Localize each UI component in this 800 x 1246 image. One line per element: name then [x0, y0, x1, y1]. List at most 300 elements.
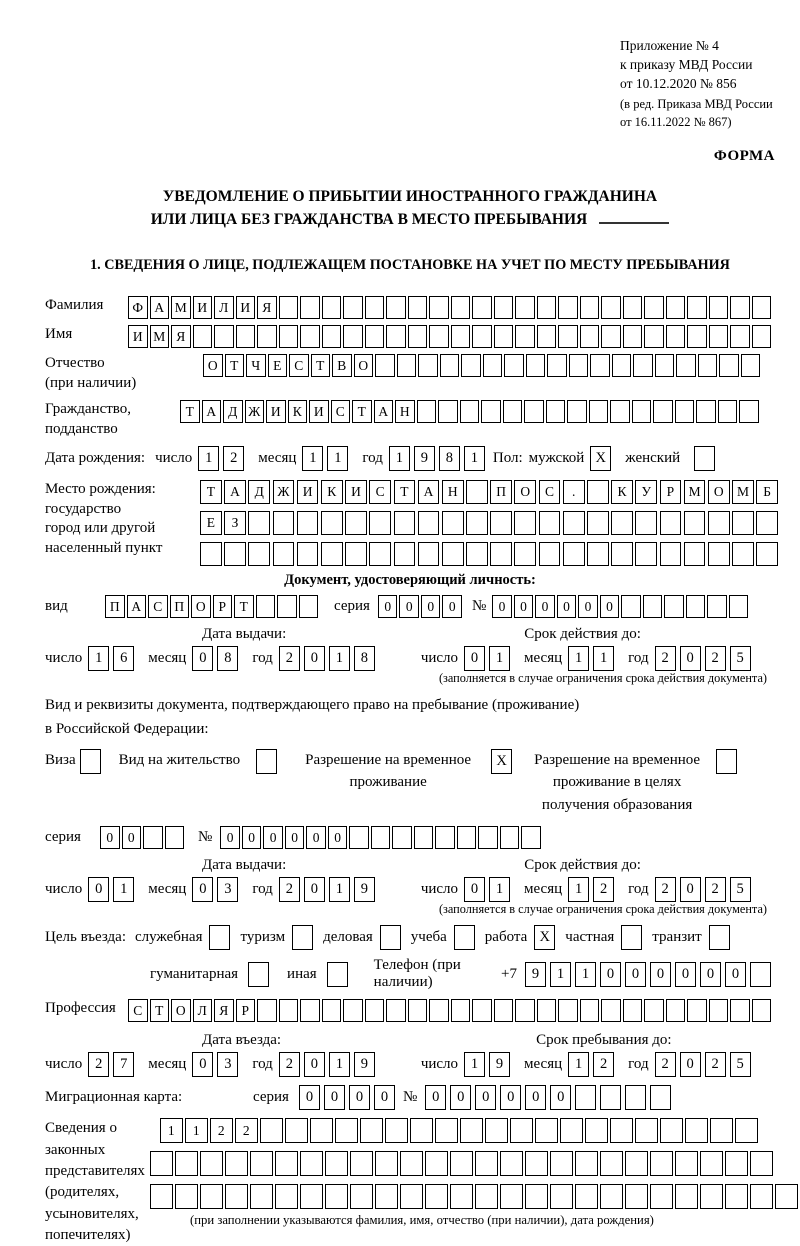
char-cell[interactable] — [394, 511, 416, 535]
char-cell[interactable] — [397, 354, 417, 377]
char-cell[interactable] — [472, 999, 492, 1022]
char-cell[interactable]: 0 — [680, 1052, 701, 1077]
char-cell[interactable] — [567, 400, 587, 423]
doc-series-cells[interactable] — [378, 595, 464, 618]
char-cell[interactable]: О — [203, 354, 223, 377]
char-cell[interactable] — [675, 400, 695, 423]
char-cell[interactable] — [635, 542, 657, 566]
char-cell[interactable] — [275, 1184, 298, 1209]
char-cell[interactable] — [200, 542, 222, 566]
char-cell[interactable]: 0 — [525, 1085, 546, 1110]
char-cell[interactable] — [248, 511, 270, 535]
char-cell[interactable] — [483, 354, 503, 377]
char-cell[interactable] — [666, 296, 686, 319]
char-cell[interactable]: М — [732, 480, 754, 504]
char-cell[interactable]: О — [514, 480, 536, 504]
char-cell[interactable] — [408, 325, 428, 348]
char-cell[interactable] — [193, 325, 213, 348]
char-cell[interactable]: 3 — [217, 877, 238, 902]
char-cell[interactable]: 2 — [88, 1052, 109, 1077]
char-cell[interactable] — [708, 511, 730, 535]
char-cell[interactable] — [775, 1184, 798, 1209]
char-cell[interactable] — [322, 325, 342, 348]
phone-cells[interactable] — [525, 962, 775, 987]
char-cell[interactable] — [279, 999, 299, 1022]
char-cell[interactable]: 0 — [306, 826, 326, 849]
char-cell[interactable] — [732, 511, 754, 535]
char-cell[interactable]: 0 — [242, 826, 262, 849]
char-cell[interactable]: 0 — [192, 877, 213, 902]
char-cell[interactable]: 5 — [730, 646, 751, 671]
char-cell[interactable]: 1 — [327, 446, 348, 471]
char-cell[interactable] — [750, 962, 771, 987]
char-cell[interactable]: У — [635, 480, 657, 504]
char-cell[interactable]: Т — [225, 354, 245, 377]
char-cell[interactable]: С — [331, 400, 351, 423]
char-cell[interactable] — [709, 325, 729, 348]
purpose-official-checkbox[interactable] — [209, 925, 230, 950]
char-cell[interactable] — [696, 400, 716, 423]
char-cell[interactable] — [623, 999, 643, 1022]
char-cell[interactable] — [623, 325, 643, 348]
char-cell[interactable]: 0 — [675, 962, 696, 987]
char-cell[interactable] — [299, 595, 319, 618]
char-cell[interactable] — [460, 400, 480, 423]
char-cell[interactable] — [510, 1118, 533, 1143]
char-cell[interactable]: 0 — [550, 1085, 571, 1110]
char-cell[interactable]: 0 — [399, 595, 419, 618]
char-cell[interactable] — [625, 1085, 646, 1110]
doc-issue-month-cells[interactable] — [192, 646, 242, 671]
char-cell[interactable] — [345, 542, 367, 566]
char-cell[interactable] — [612, 354, 632, 377]
char-cell[interactable] — [365, 325, 385, 348]
char-cell[interactable]: С — [128, 999, 148, 1022]
char-cell[interactable]: Б — [756, 480, 778, 504]
char-cell[interactable] — [438, 400, 458, 423]
char-cell[interactable]: 0 — [421, 595, 441, 618]
char-cell[interactable]: 0 — [492, 595, 512, 618]
char-cell[interactable]: 0 — [725, 962, 746, 987]
char-cell[interactable] — [601, 325, 621, 348]
purpose-business-checkbox[interactable] — [380, 925, 401, 950]
char-cell[interactable] — [600, 1151, 623, 1176]
char-cell[interactable]: П — [170, 595, 190, 618]
char-cell[interactable] — [503, 400, 523, 423]
mc-series-cells[interactable] — [299, 1085, 399, 1110]
char-cell[interactable]: 0 — [304, 877, 325, 902]
char-cell[interactable]: 1 — [329, 877, 350, 902]
char-cell[interactable]: Д — [248, 480, 270, 504]
char-cell[interactable] — [250, 1184, 273, 1209]
char-cell[interactable] — [709, 999, 729, 1022]
char-cell[interactable] — [644, 325, 664, 348]
char-cell[interactable] — [475, 1184, 498, 1209]
permit-valid-month-cells[interactable] — [568, 877, 618, 902]
char-cell[interactable] — [537, 296, 557, 319]
residence-permit-checkbox[interactable] — [256, 749, 277, 774]
mc-number-cells[interactable] — [425, 1085, 675, 1110]
char-cell[interactable] — [260, 1118, 283, 1143]
char-cell[interactable] — [425, 1184, 448, 1209]
representatives-cells-row2[interactable] — [150, 1151, 800, 1176]
char-cell[interactable] — [666, 325, 686, 348]
char-cell[interactable]: Ж — [245, 400, 265, 423]
char-cell[interactable] — [500, 1184, 523, 1209]
char-cell[interactable] — [451, 325, 471, 348]
char-cell[interactable] — [558, 325, 578, 348]
char-cell[interactable]: И — [309, 400, 329, 423]
char-cell[interactable] — [587, 511, 609, 535]
char-cell[interactable] — [732, 542, 754, 566]
char-cell[interactable]: 0 — [464, 646, 485, 671]
char-cell[interactable]: Я — [214, 999, 234, 1022]
char-cell[interactable] — [386, 999, 406, 1022]
char-cell[interactable] — [610, 1118, 633, 1143]
char-cell[interactable] — [560, 1118, 583, 1143]
char-cell[interactable] — [750, 1184, 773, 1209]
char-cell[interactable] — [600, 1085, 621, 1110]
char-cell[interactable]: 2 — [235, 1118, 258, 1143]
char-cell[interactable] — [200, 1184, 223, 1209]
char-cell[interactable] — [466, 480, 488, 504]
char-cell[interactable] — [664, 595, 684, 618]
char-cell[interactable]: 0 — [514, 595, 534, 618]
char-cell[interactable]: 0 — [349, 1085, 370, 1110]
doc-valid-day-cells[interactable] — [464, 646, 514, 671]
char-cell[interactable]: 2 — [279, 877, 300, 902]
char-cell[interactable] — [525, 1184, 548, 1209]
char-cell[interactable] — [730, 296, 750, 319]
char-cell[interactable]: Ч — [246, 354, 266, 377]
char-cell[interactable] — [350, 1151, 373, 1176]
char-cell[interactable]: Т — [311, 354, 331, 377]
char-cell[interactable] — [623, 296, 643, 319]
char-cell[interactable]: 1 — [113, 877, 134, 902]
char-cell[interactable]: 2 — [705, 1052, 726, 1077]
char-cell[interactable] — [504, 354, 524, 377]
char-cell[interactable] — [472, 325, 492, 348]
char-cell[interactable]: 9 — [414, 446, 435, 471]
char-cell[interactable] — [643, 595, 663, 618]
permit-valid-year-cells[interactable] — [655, 877, 755, 902]
char-cell[interactable]: Н — [442, 480, 464, 504]
char-cell[interactable] — [684, 511, 706, 535]
char-cell[interactable]: К — [321, 480, 343, 504]
profession-cells[interactable] — [128, 999, 773, 1022]
char-cell[interactable] — [300, 1184, 323, 1209]
char-cell[interactable]: Р — [660, 480, 682, 504]
char-cell[interactable] — [611, 511, 633, 535]
edu-permit-checkbox[interactable] — [716, 749, 737, 774]
char-cell[interactable]: Я — [171, 325, 191, 348]
char-cell[interactable]: 1 — [198, 446, 219, 471]
char-cell[interactable]: 5 — [730, 877, 751, 902]
char-cell[interactable] — [500, 826, 520, 849]
char-cell[interactable] — [435, 1118, 458, 1143]
char-cell[interactable]: 1 — [389, 446, 410, 471]
char-cell[interactable] — [569, 354, 589, 377]
char-cell[interactable]: 1 — [489, 646, 510, 671]
char-cell[interactable] — [375, 1151, 398, 1176]
char-cell[interactable] — [236, 325, 256, 348]
char-cell[interactable] — [343, 325, 363, 348]
char-cell[interactable]: 1 — [160, 1118, 183, 1143]
char-cell[interactable] — [450, 1184, 473, 1209]
char-cell[interactable] — [165, 826, 185, 849]
char-cell[interactable]: 3 — [217, 1052, 238, 1077]
char-cell[interactable] — [375, 354, 395, 377]
char-cell[interactable] — [321, 542, 343, 566]
char-cell[interactable] — [550, 1184, 573, 1209]
citizenship-cells[interactable] — [180, 400, 761, 423]
doc-valid-month-cells[interactable] — [568, 646, 618, 671]
char-cell[interactable]: Д — [223, 400, 243, 423]
char-cell[interactable]: В — [332, 354, 352, 377]
char-cell[interactable] — [297, 511, 319, 535]
char-cell[interactable]: Ф — [128, 296, 148, 319]
birth-month-cells[interactable] — [302, 446, 352, 471]
char-cell[interactable] — [601, 296, 621, 319]
char-cell[interactable]: 0 — [578, 595, 598, 618]
char-cell[interactable]: Е — [268, 354, 288, 377]
char-cell[interactable] — [414, 826, 434, 849]
char-cell[interactable]: П — [490, 480, 512, 504]
char-cell[interactable] — [547, 354, 567, 377]
doc-number-cells[interactable] — [492, 595, 750, 618]
char-cell[interactable] — [175, 1184, 198, 1209]
char-cell[interactable]: 2 — [223, 446, 244, 471]
char-cell[interactable] — [490, 542, 512, 566]
permit-series-cells[interactable] — [100, 826, 186, 849]
char-cell[interactable]: 0 — [425, 1085, 446, 1110]
char-cell[interactable] — [515, 999, 535, 1022]
char-cell[interactable] — [687, 296, 707, 319]
char-cell[interactable]: 0 — [192, 1052, 213, 1077]
char-cell[interactable] — [322, 999, 342, 1022]
char-cell[interactable] — [386, 296, 406, 319]
char-cell[interactable]: П — [105, 595, 125, 618]
char-cell[interactable] — [248, 542, 270, 566]
char-cell[interactable] — [653, 400, 673, 423]
birth-day-cells[interactable] — [198, 446, 248, 471]
char-cell[interactable] — [687, 325, 707, 348]
char-cell[interactable]: 1 — [568, 877, 589, 902]
char-cell[interactable] — [686, 595, 706, 618]
char-cell[interactable]: 2 — [705, 646, 726, 671]
char-cell[interactable] — [394, 542, 416, 566]
char-cell[interactable]: 1 — [568, 1052, 589, 1077]
char-cell[interactable]: А — [374, 400, 394, 423]
char-cell[interactable] — [580, 296, 600, 319]
char-cell[interactable] — [730, 999, 750, 1022]
char-cell[interactable] — [451, 296, 471, 319]
doc-valid-year-cells[interactable] — [655, 646, 755, 671]
char-cell[interactable]: 9 — [489, 1052, 510, 1077]
char-cell[interactable]: 8 — [439, 446, 460, 471]
char-cell[interactable] — [580, 999, 600, 1022]
char-cell[interactable] — [440, 354, 460, 377]
char-cell[interactable]: Н — [395, 400, 415, 423]
char-cell[interactable]: О — [354, 354, 374, 377]
char-cell[interactable]: 6 — [113, 646, 134, 671]
char-cell[interactable]: 0 — [378, 595, 398, 618]
char-cell[interactable]: Р — [236, 999, 256, 1022]
char-cell[interactable]: С — [148, 595, 168, 618]
char-cell[interactable] — [539, 511, 561, 535]
char-cell[interactable] — [700, 1184, 723, 1209]
char-cell[interactable]: 0 — [625, 962, 646, 987]
char-cell[interactable] — [575, 1151, 598, 1176]
char-cell[interactable] — [750, 1151, 773, 1176]
char-cell[interactable]: 0 — [263, 826, 283, 849]
char-cell[interactable]: 7 — [113, 1052, 134, 1077]
char-cell[interactable]: К — [611, 480, 633, 504]
char-cell[interactable] — [526, 354, 546, 377]
char-cell[interactable]: А — [127, 595, 147, 618]
char-cell[interactable] — [655, 354, 675, 377]
char-cell[interactable] — [418, 542, 440, 566]
char-cell[interactable] — [442, 542, 464, 566]
visa-checkbox[interactable] — [80, 749, 101, 774]
char-cell[interactable] — [143, 826, 163, 849]
char-cell[interactable]: М — [684, 480, 706, 504]
char-cell[interactable]: 0 — [680, 646, 701, 671]
char-cell[interactable] — [466, 542, 488, 566]
char-cell[interactable] — [494, 325, 514, 348]
char-cell[interactable]: М — [150, 325, 170, 348]
char-cell[interactable] — [635, 511, 657, 535]
stay-year-cells[interactable] — [655, 1052, 755, 1077]
stay-day-cells[interactable] — [464, 1052, 514, 1077]
char-cell[interactable] — [675, 1184, 698, 1209]
char-cell[interactable] — [475, 1151, 498, 1176]
char-cell[interactable] — [610, 400, 630, 423]
char-cell[interactable] — [279, 296, 299, 319]
char-cell[interactable] — [650, 1151, 673, 1176]
char-cell[interactable]: М — [171, 296, 191, 319]
char-cell[interactable] — [322, 296, 342, 319]
doc-issue-year-cells[interactable] — [279, 646, 379, 671]
char-cell[interactable] — [587, 480, 609, 504]
char-cell[interactable]: 0 — [374, 1085, 395, 1110]
char-cell[interactable] — [709, 296, 729, 319]
char-cell[interactable] — [514, 511, 536, 535]
permit-issue-day-cells[interactable] — [88, 877, 138, 902]
char-cell[interactable] — [725, 1151, 748, 1176]
char-cell[interactable]: 1 — [489, 877, 510, 902]
birth-year-cells[interactable] — [389, 446, 489, 471]
char-cell[interactable]: О — [171, 999, 191, 1022]
char-cell[interactable]: 8 — [354, 646, 375, 671]
char-cell[interactable]: 1 — [329, 1052, 350, 1077]
char-cell[interactable] — [725, 1184, 748, 1209]
char-cell[interactable]: Т — [200, 480, 222, 504]
char-cell[interactable] — [343, 999, 363, 1022]
char-cell[interactable] — [425, 1151, 448, 1176]
char-cell[interactable] — [466, 511, 488, 535]
birthplace-cells-row2[interactable] — [200, 511, 781, 535]
char-cell[interactable]: З — [224, 511, 246, 535]
char-cell[interactable]: Р — [213, 595, 233, 618]
char-cell[interactable]: 0 — [299, 1085, 320, 1110]
char-cell[interactable]: 0 — [680, 877, 701, 902]
char-cell[interactable] — [575, 1184, 598, 1209]
char-cell[interactable] — [676, 354, 696, 377]
char-cell[interactable] — [325, 1184, 348, 1209]
char-cell[interactable] — [644, 999, 664, 1022]
char-cell[interactable] — [150, 1184, 173, 1209]
char-cell[interactable] — [514, 542, 536, 566]
char-cell[interactable] — [224, 542, 246, 566]
purpose-other-checkbox[interactable] — [327, 962, 348, 987]
char-cell[interactable] — [590, 354, 610, 377]
char-cell[interactable] — [450, 1151, 473, 1176]
char-cell[interactable] — [558, 999, 578, 1022]
sex-female-checkbox[interactable] — [694, 446, 715, 471]
purpose-humanitarian-checkbox[interactable] — [248, 962, 269, 987]
char-cell[interactable]: К — [288, 400, 308, 423]
char-cell[interactable]: 1 — [88, 646, 109, 671]
char-cell[interactable] — [494, 999, 514, 1022]
char-cell[interactable]: 0 — [557, 595, 577, 618]
purpose-private-checkbox[interactable] — [621, 925, 642, 950]
char-cell[interactable]: И — [266, 400, 286, 423]
char-cell[interactable]: 1 — [185, 1118, 208, 1143]
char-cell[interactable] — [756, 511, 778, 535]
char-cell[interactable] — [225, 1151, 248, 1176]
char-cell[interactable] — [660, 511, 682, 535]
char-cell[interactable] — [546, 400, 566, 423]
char-cell[interactable] — [730, 325, 750, 348]
char-cell[interactable]: О — [191, 595, 211, 618]
char-cell[interactable]: Ж — [273, 480, 295, 504]
char-cell[interactable] — [250, 1151, 273, 1176]
char-cell[interactable]: И — [193, 296, 213, 319]
char-cell[interactable]: 1 — [550, 962, 571, 987]
char-cell[interactable] — [563, 542, 585, 566]
char-cell[interactable] — [175, 1151, 198, 1176]
char-cell[interactable] — [525, 1151, 548, 1176]
char-cell[interactable] — [385, 1118, 408, 1143]
char-cell[interactable] — [310, 1118, 333, 1143]
char-cell[interactable] — [650, 1184, 673, 1209]
char-cell[interactable]: И — [236, 296, 256, 319]
char-cell[interactable] — [621, 595, 641, 618]
patronymic-cells[interactable] — [203, 354, 762, 377]
char-cell[interactable]: Т — [394, 480, 416, 504]
char-cell[interactable] — [369, 542, 391, 566]
char-cell[interactable]: 0 — [535, 595, 555, 618]
char-cell[interactable]: 1 — [568, 646, 589, 671]
char-cell[interactable] — [321, 511, 343, 535]
char-cell[interactable] — [601, 999, 621, 1022]
char-cell[interactable] — [698, 354, 718, 377]
char-cell[interactable]: 0 — [192, 646, 213, 671]
surname-cells[interactable] — [128, 296, 773, 319]
entry-month-cells[interactable] — [192, 1052, 242, 1077]
char-cell[interactable]: 0 — [600, 962, 621, 987]
char-cell[interactable] — [752, 999, 772, 1022]
char-cell[interactable] — [435, 826, 455, 849]
char-cell[interactable] — [585, 1118, 608, 1143]
char-cell[interactable]: Л — [193, 999, 213, 1022]
birthplace-cells-row1[interactable] — [200, 480, 781, 504]
char-cell[interactable]: О — [708, 480, 730, 504]
char-cell[interactable] — [575, 1085, 596, 1110]
char-cell[interactable]: 5 — [730, 1052, 751, 1077]
char-cell[interactable] — [400, 1151, 423, 1176]
